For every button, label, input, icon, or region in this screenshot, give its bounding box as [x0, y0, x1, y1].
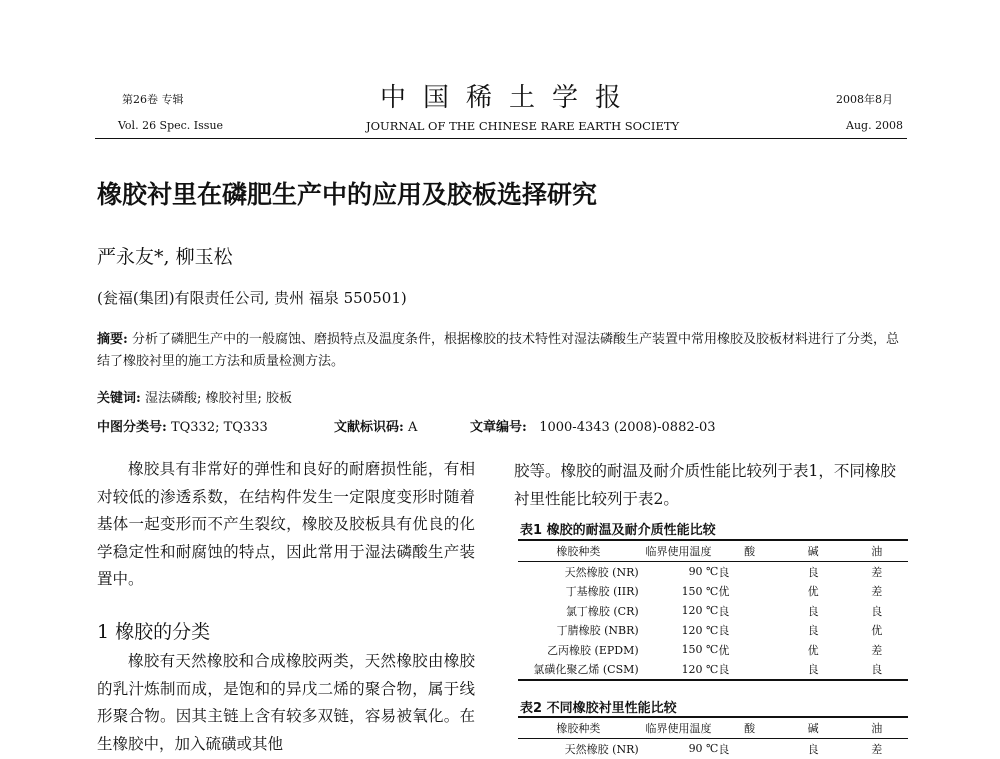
article-number — [470, 416, 716, 435]
clc-value: TQ332; TQ333 — [170, 420, 268, 435]
header-divider — [95, 138, 907, 139]
table-cell: 天然橡胶 (NR) — [564, 565, 639, 579]
table-row — [518, 660, 908, 681]
table-row — [518, 640, 908, 660]
doc-code — [334, 416, 417, 435]
authors: 严永友*, 柳玉松 — [97, 246, 233, 268]
table-cell: 120 ℃ — [681, 604, 719, 618]
clc-code — [97, 416, 268, 435]
table-cell: 良 — [871, 604, 883, 618]
table-cell: 150 ℃ — [681, 643, 719, 657]
table-cell: 90 ℃ — [688, 742, 719, 756]
article-title: 橡胶衬里在磷肥生产中的应用及胶板选择研究 — [97, 180, 598, 209]
table1 — [518, 541, 908, 681]
table-cell: 良 — [807, 604, 819, 618]
table-row — [518, 739, 908, 759]
table-cell: 乙丙橡胶 (EPDM) — [547, 643, 639, 657]
doc-code-value: A — [407, 420, 418, 435]
clc-label: 中图分类号: — [97, 420, 167, 435]
abstract-text: 分析了磷肥生产中的一般腐蚀、磨损特点及温度条件，根据橡胶的技术特性对湿法磷酸生产装置中常用橡胶及胶板材料进行了分类，总结了橡胶衬里的施工方法和质量检测方法。 — [97, 332, 899, 369]
table1-header-cell: 临界使用温度 — [639, 541, 719, 562]
table-cell: 120 ℃ — [681, 623, 719, 637]
date-en: Aug. 2008 — [846, 119, 904, 132]
table-cell: 差 — [871, 565, 883, 579]
table-cell: 良 — [807, 624, 819, 638]
table-cell: 良 — [718, 660, 780, 681]
table-cell: 150 ℃ — [681, 584, 719, 598]
table-cell: 丁腈橡胶 (NBR) — [556, 624, 639, 638]
table2-header-cell: 碱 — [781, 718, 846, 739]
journal-title-en: JOURNAL OF THE CHINESE RARE EARTH SOCIETY — [366, 119, 680, 133]
journal-title-cn: 中国稀土学报 — [380, 83, 639, 113]
table2-caption: 表2 不同橡胶衬里性能比较 — [520, 701, 677, 716]
table-cell: 良 — [718, 624, 730, 638]
volume-cn: 第26卷 专辑 — [122, 93, 184, 106]
date-cn: 2008年8月 — [836, 93, 893, 106]
table1-header-cell: 碱 — [781, 541, 846, 562]
table-cell: 差 — [871, 585, 883, 599]
table2-header-cell: 临界使用温度 — [639, 718, 719, 739]
affiliation: (瓮福(集团)有限责任公司, 贵州 福泉 550501) — [97, 289, 407, 307]
table-cell: 丁基橡胶 (IIR) — [565, 585, 639, 599]
table2 — [518, 718, 908, 759]
article-no-label: 文章编号: — [470, 420, 527, 435]
table-row — [518, 601, 908, 621]
table-cell: 良 — [718, 604, 730, 618]
volume-en: Vol. 26 Spec. Issue — [118, 119, 224, 132]
classification-paragraph: 橡胶有天然橡胶和合成橡胶两类，天然橡胶由橡胶的乳汁炼制而成，是饱和的异戊二烯的聚合物，属于线形聚合物。因其主链上含有较多双链，容易被氧化。在生橡胶中，加入硫磺或其他 — [97, 652, 475, 753]
table-cell: 氯丁橡胶 (CR) — [565, 604, 639, 618]
table-cell: 90 ℃ — [688, 565, 719, 579]
abstract — [97, 329, 905, 373]
article-no-value: 1000-4343 (2008)-0882-03 — [539, 420, 716, 435]
table-cell: 良 — [718, 565, 730, 579]
intro-paragraph: 橡胶具有非常好的弹性和良好的耐磨损性能，有相对较低的渗透系数，在结构件发生一定限度变形时随着基体一起变形而不产生裂纹，橡胶及胶板具有优良的化学稳定性和耐腐蚀的特点，因此常用于湿法磷酸生产装置中。 — [97, 460, 475, 588]
table-cell: 良 — [846, 660, 909, 681]
table-cell: 良 — [807, 565, 819, 579]
table-cell: 120 ℃ — [639, 660, 719, 681]
table-cell: 良 — [807, 742, 819, 756]
table1-header-cell: 橡胶种类 — [518, 541, 639, 562]
table-cell: 差 — [871, 742, 883, 756]
right-paragraph: 胶等。橡胶的耐温及耐介质性能比较列于表1，不同橡胶衬里性能比较列于表2。 — [514, 462, 896, 508]
table-cell: 优 — [718, 585, 730, 599]
keywords-label: 关键词: — [97, 391, 141, 406]
doc-code-label: 文献标识码: — [334, 420, 404, 435]
table-cell: 天然橡胶 (NR) — [564, 742, 639, 756]
table-cell: 优 — [871, 624, 883, 638]
table-cell: 优 — [807, 585, 819, 599]
abstract-label: 摘要: — [97, 332, 128, 347]
table-row — [518, 621, 908, 641]
table-row — [518, 582, 908, 602]
table-cell: 优 — [718, 643, 730, 657]
table2-header-cell: 油 — [846, 718, 909, 739]
table1-caption: 表1 橡胶的耐温及耐介质性能比较 — [520, 523, 716, 538]
section-heading: 1 橡胶的分类 — [97, 621, 211, 643]
table1-header-row — [518, 541, 908, 562]
table-row — [518, 562, 908, 582]
table2-header-row — [518, 718, 908, 739]
table-cell: 差 — [871, 643, 883, 657]
table-cell: 氯磺化聚乙烯 (CSM) — [518, 660, 639, 681]
table2-header-cell: 橡胶种类 — [518, 718, 639, 739]
table2-header-cell: 酸 — [718, 718, 780, 739]
keywords-line — [97, 387, 292, 406]
table-cell: 良 — [781, 660, 846, 681]
keywords: 湿法磷酸; 橡胶衬里; 胶板 — [144, 391, 292, 406]
table1-header-cell: 酸 — [718, 541, 780, 562]
table-cell: 良 — [718, 742, 730, 756]
table-cell: 优 — [807, 643, 819, 657]
table1-header-cell: 油 — [846, 541, 909, 562]
